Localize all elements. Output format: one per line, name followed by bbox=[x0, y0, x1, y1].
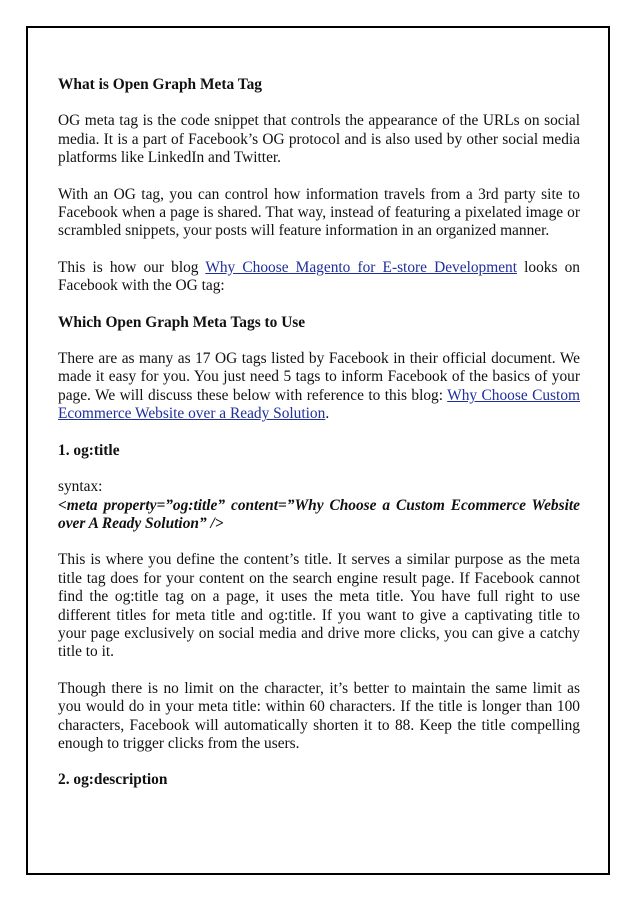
syntax-code: <meta property=”og:title” content=”Why Choose a Custom Ecommerce Website over A Ready Solution” /> bbox=[58, 496, 580, 532]
paragraph-og-title-purpose: This is where you define the content’s title. It serves a similar purpose as the meta title tag does for your content on the search engine result page. If Facebook cannot find the og:title tag on a page, it uses the meta title. You have full right to use different titles for meta title and og:title. If you want to give a captivating title to your page exclusively on social media and drive more clicks, you can give a catchy title to it. bbox=[58, 551, 580, 661]
tags-count-text-after: . bbox=[325, 405, 330, 423]
syntax-label: syntax: bbox=[58, 478, 103, 496]
paragraph-og-title-length: Though there is no limit on the character, it’s better to maintain the same limit as you would do in your meta title: within 60 characters. If the title is longer than 100 characters, Facebook will automatically shorten it to 88. Keep the title compelling enough to trigger clicks from the users. bbox=[58, 679, 580, 752]
heading-what-is-og: What is Open Graph Meta Tag bbox=[58, 76, 262, 93]
paragraph-og-control: With an OG tag, you can control how information travels from a 3rd party site to Facebook when a page is shared. That way, instead of featuring a pixelated image or scrambled snippets, your posts will feature information in an organized manner. bbox=[58, 185, 580, 240]
document-body bbox=[58, 76, 580, 790]
paragraph-og-tags-count bbox=[58, 350, 580, 424]
paragraph-blog-example bbox=[58, 259, 580, 296]
heading-og-description: 2. og:description bbox=[58, 771, 168, 789]
custom-ecommerce-blog-link[interactable]: Why Choose Custom Ecommerce Website over a Ready Solution bbox=[58, 386, 580, 423]
magento-blog-link[interactable]: Why Choose Magento for E-store Development bbox=[205, 258, 518, 276]
blog-example-text-before: This is how our blog bbox=[58, 258, 206, 276]
blog-example-text-after: looks on Facebook with the OG tag: bbox=[58, 258, 580, 295]
tags-count-text-before: There are as many as 17 OG tags listed by Facebook in their official document. We made it easy for you. You just need 5 tags to inform Facebook of the basics of your page. We will discuss these below with reference to this blog: bbox=[58, 350, 580, 404]
heading-og-title: 1. og:title bbox=[58, 441, 120, 459]
heading-which-tags: Which Open Graph Meta Tags to Use bbox=[58, 313, 306, 331]
paragraph-og-definition: OG meta tag is the code snippet that controls the appearance of the URLs on social media. It is a part of Facebook’s OG protocol and is also used by other social media platforms like LinkedIn and Twitter. bbox=[58, 112, 580, 167]
